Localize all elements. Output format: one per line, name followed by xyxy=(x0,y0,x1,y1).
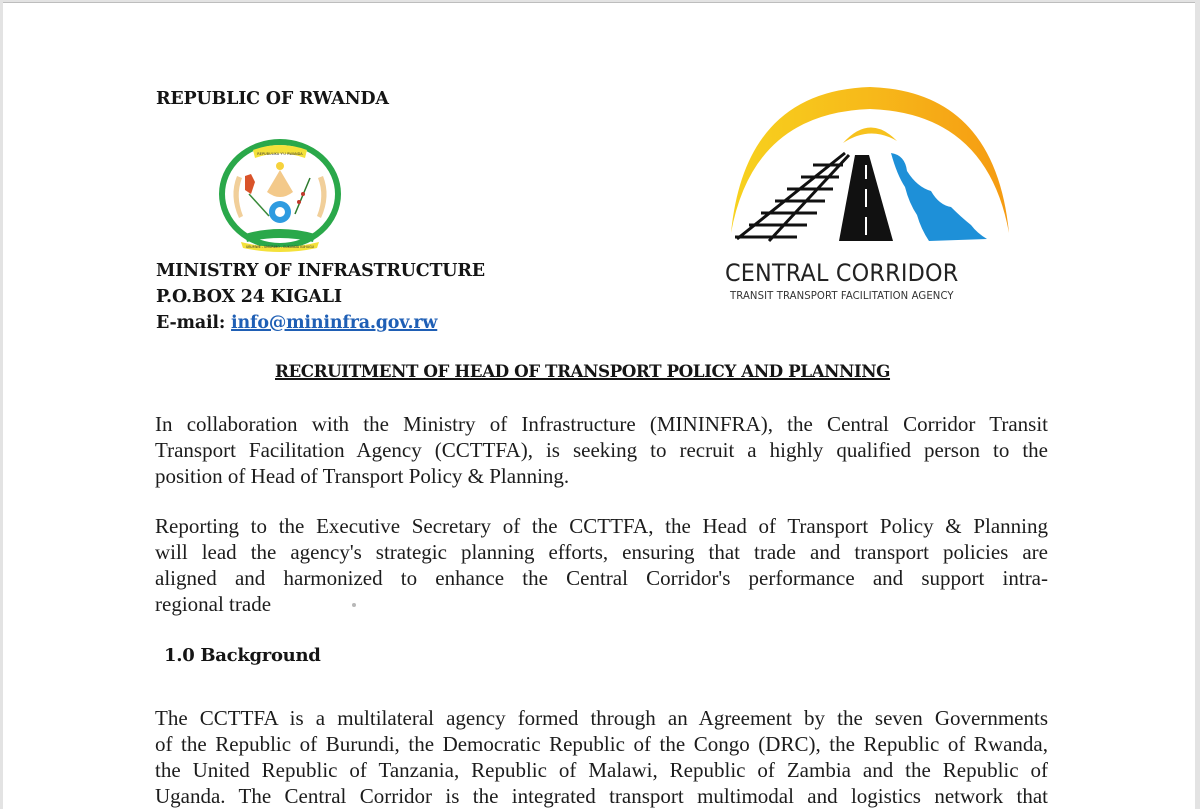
sorghum-stem xyxy=(249,194,269,216)
intro-line: Transport Facilitation Agency (CCTTFA), is seeking to recruit a highly qualified person to the xyxy=(155,438,1048,462)
email-line xyxy=(156,313,437,333)
agency-name: CENTRAL CORRIDOR xyxy=(725,259,959,287)
coffee-berry xyxy=(297,200,301,204)
seal-knot xyxy=(245,229,315,242)
background-line: The CCTTFA is a multilateral agency formed through an Agreement by the seven Governments xyxy=(155,706,1048,730)
coffee-branch-icon xyxy=(295,178,310,214)
reporting-line: aligned and harmonized to enhance the Central Corridor's performance and support intra- xyxy=(155,566,1048,590)
reporting-line: regional trade xyxy=(155,592,272,616)
email-label: E-mail: xyxy=(156,313,226,333)
coffee-berry xyxy=(301,192,305,196)
seal-top-banner-text: REPUBULIKA Y'U RWANDA xyxy=(257,152,303,156)
seal-right-leaf xyxy=(317,176,327,218)
document-title: RECRUITMENT OF HEAD OF TRANSPORT POLICY AND PLANNING xyxy=(275,362,891,382)
cogwheel-hub xyxy=(275,207,285,217)
reporting-line: will lead the agency's strategic planning efforts, ensuring that trade and transport policies are xyxy=(155,540,1048,564)
scan-speck xyxy=(352,603,356,607)
section-heading-background: 1.0 Background xyxy=(164,645,321,666)
reporting-paragraph xyxy=(155,513,1048,617)
country-heading: REPUBLIC OF RWANDA xyxy=(156,89,389,109)
po-box: P.O.BOX 24 KIGALI xyxy=(156,287,342,307)
small-sun-arc xyxy=(843,127,897,143)
background-paragraph xyxy=(155,705,1048,809)
rwanda-coat-of-arms-seal xyxy=(215,136,345,256)
intro-line: position of Head of Transport Policy & Planning. xyxy=(155,464,570,488)
background-line: of the Republic of Burundi, the Democratic Republic of the Congo (DRC), the Republic of Rwanda, xyxy=(155,732,1048,756)
sorghum-icon xyxy=(245,174,255,194)
sun-icon xyxy=(276,162,284,170)
seal-motto-text: UBUMWE - UMURIMO - GUKUNDA IGIHUGU xyxy=(246,245,314,249)
intro-paragraph xyxy=(155,411,1048,489)
agency-subtitle: TRANSIT TRANSPORT FACILITATION AGENCY xyxy=(730,290,954,302)
intro-line: In collaboration with the Ministry of Infrastructure (MININFRA), the Central Corridor Transit xyxy=(155,412,1048,436)
central-corridor-logo xyxy=(725,83,1015,248)
seal-left-leaf xyxy=(233,176,243,218)
basket-icon xyxy=(267,170,293,197)
document-page xyxy=(3,2,1195,809)
water-icon xyxy=(891,153,987,241)
ministry-name: MINISTRY OF INFRASTRUCTURE xyxy=(156,261,485,281)
email-link[interactable]: info@mininfra.gov.rw xyxy=(231,313,438,333)
background-line: Uganda. The Central Corridor is the integrated transport multimodal and logistics network that xyxy=(155,784,1048,808)
background-line: the United Republic of Tanzania, Republic of Malawi, Republic of Zambia and the Republic of xyxy=(155,758,1048,782)
reporting-line: Reporting to the Executive Secretary of the CCTTFA, the Head of Transport Policy & Planning xyxy=(155,514,1048,538)
